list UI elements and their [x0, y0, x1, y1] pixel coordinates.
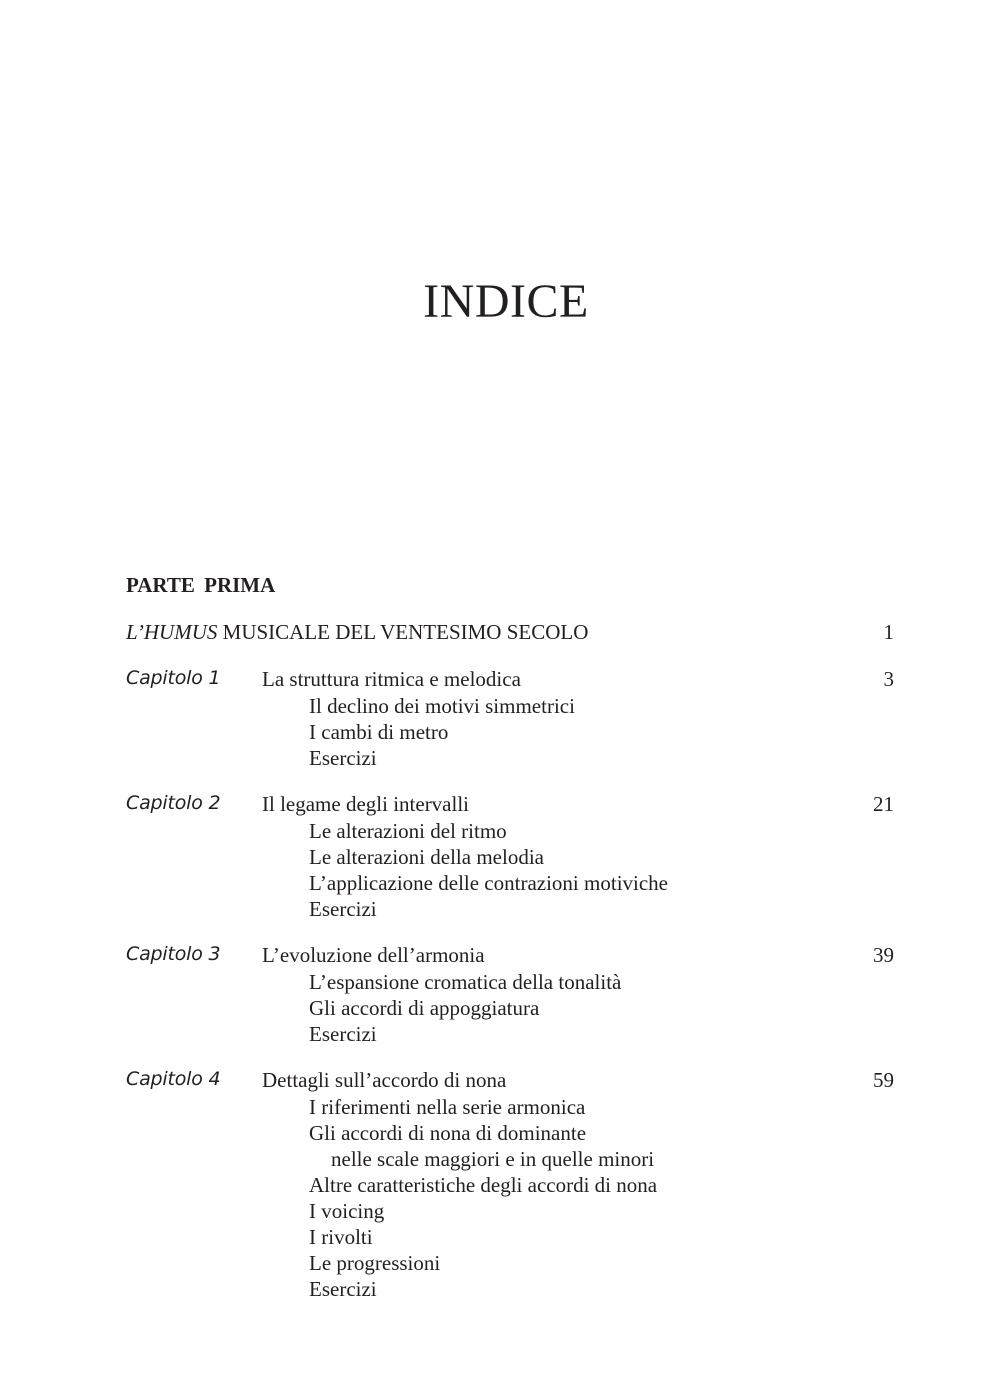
part-entry[interactable]: [126, 620, 894, 648]
part-title-rest: MUSICALE DEL VENTESIMO SECOLO: [217, 620, 589, 644]
chapter-label: Capitolo 1: [126, 667, 221, 689]
section-item[interactable]: L’espansione cromatica della tonalità: [309, 970, 622, 994]
part-title: [126, 620, 588, 644]
chapter-title: La struttura ritmica e melodica: [262, 667, 521, 691]
part-page-number: 1: [883, 620, 894, 644]
chapter-label: Capitolo 2: [126, 792, 221, 814]
chapter-page-number: 3: [883, 667, 894, 691]
section-item[interactable]: Esercizi: [309, 1277, 377, 1301]
section-list: [309, 969, 621, 1047]
chapter-page-number: 21: [873, 792, 894, 816]
section-item[interactable]: Il declino dei motivi simmetrici: [309, 694, 575, 718]
section-item[interactable]: L’applicazione delle contrazioni motiviche: [309, 871, 668, 895]
section-item[interactable]: Esercizi: [309, 746, 377, 770]
section-list: [309, 1094, 657, 1302]
section-item[interactable]: Le progressioni: [309, 1251, 441, 1275]
section-item[interactable]: Gli accordi di appoggiatura: [309, 996, 540, 1020]
chapter-title: Il legame degli intervalli: [262, 792, 470, 816]
chapter-label: Capitolo 4: [126, 1068, 221, 1090]
section-item-continuation[interactable]: nelle scale maggiori e in quelle minori: [331, 1147, 655, 1171]
section-item[interactable]: I riferimenti nella serie armonica: [309, 1095, 586, 1119]
section-list: [309, 693, 575, 771]
section-item[interactable]: Esercizi: [309, 897, 377, 921]
page-title: INDICE: [423, 275, 589, 328]
chapter-label: Capitolo 3: [126, 943, 221, 965]
section-list: [309, 818, 668, 922]
section-item[interactable]: I cambi di metro: [309, 720, 449, 744]
section-item[interactable]: Le alterazioni del ritmo: [309, 819, 507, 843]
chapter-title: L’evoluzione dell’armonia: [262, 943, 485, 967]
section-item[interactable]: Gli accordi di nona di dominante: [309, 1121, 587, 1145]
part-title-italic: L’HUMUS: [126, 620, 218, 644]
section-item[interactable]: I voicing: [309, 1199, 385, 1223]
chapter-page-number: 39: [873, 943, 894, 967]
section-item[interactable]: Le alterazioni della melodia: [309, 845, 544, 869]
section-item[interactable]: I rivolti: [309, 1225, 373, 1249]
section-item[interactable]: Altre caratteristiche degli accordi di nona: [309, 1173, 658, 1197]
section-item[interactable]: Esercizi: [309, 1022, 377, 1046]
chapter-page-number: 59: [873, 1068, 894, 1092]
part-label: PARTE PRIMA: [126, 573, 276, 597]
chapter-title: Dettagli sull’accordo di nona: [262, 1068, 507, 1092]
